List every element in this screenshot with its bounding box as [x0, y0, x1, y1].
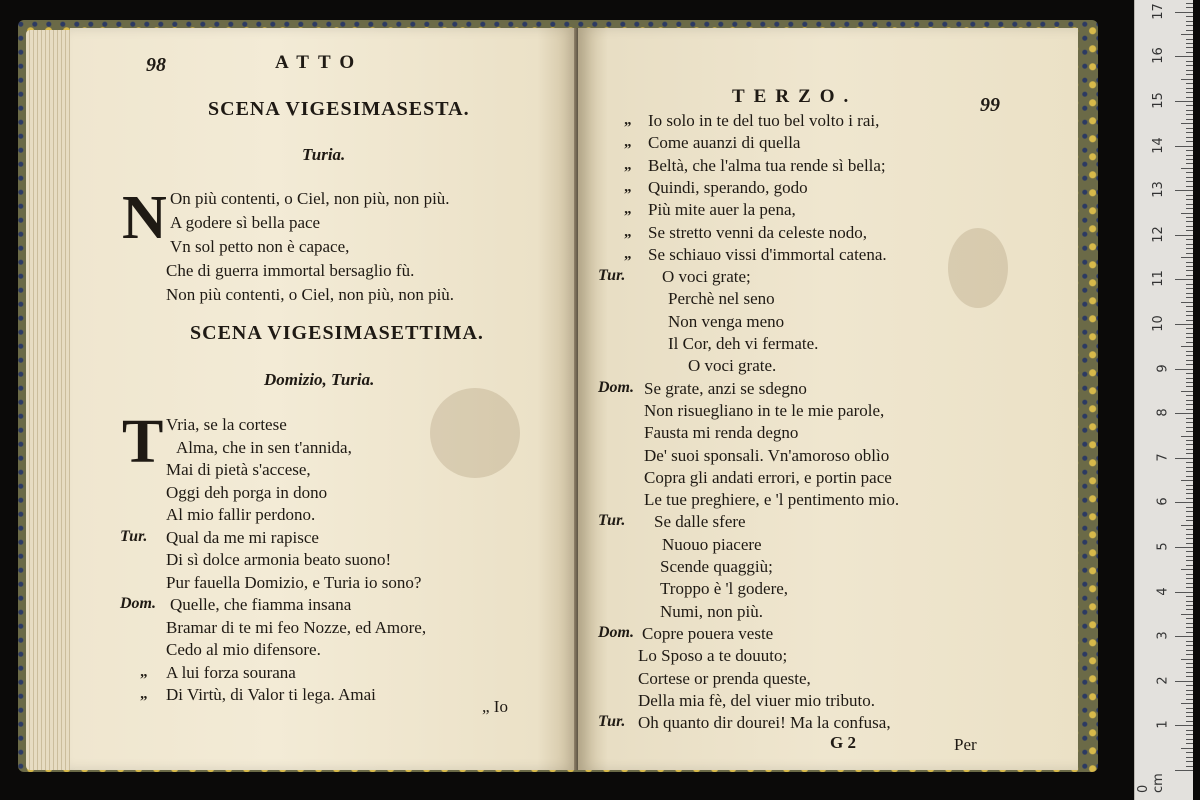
ruler-tick: [1186, 641, 1193, 642]
ruler-tick: [1175, 190, 1193, 191]
ruler-tick: [1175, 636, 1193, 637]
speaker-label: Dom.: [120, 595, 156, 612]
ruler-label: 1: [1155, 720, 1171, 730]
ruler-label: 14: [1151, 136, 1167, 154]
ruler-tick: [1186, 360, 1193, 361]
ruler-tick: [1186, 601, 1193, 602]
ruler-tick: [1186, 70, 1193, 71]
dialogue-line: Oggi deh porga in dono: [166, 482, 328, 502]
ruler-tick: [1186, 431, 1193, 432]
ruler-tick: [1186, 119, 1193, 120]
ruler-tick: [1181, 346, 1193, 347]
ruler-tick: [1186, 618, 1193, 619]
ruler-tick: [1186, 382, 1193, 383]
dialogue-line: Perchè nel seno: [668, 289, 775, 309]
ruler-tick: [1175, 279, 1193, 280]
dialogue-line: Troppo è 'l godere,: [660, 579, 789, 599]
ruler-tick: [1186, 132, 1193, 133]
ruler-tick: [1175, 547, 1193, 548]
scene-title: SCENA VIGESIMASETTIMA.: [190, 322, 484, 344]
ruler-tick: [1175, 146, 1193, 147]
ruler-tick: [1186, 65, 1193, 66]
ruler-tick: [1186, 556, 1193, 557]
ruler-tick: [1181, 659, 1193, 660]
dialogue-line: Bramar di te mi feo Nozze, ed Amore,: [166, 617, 427, 637]
ruler-tick: [1186, 253, 1193, 254]
ruler-tick: [1186, 730, 1193, 731]
catchword: „ Io: [482, 697, 508, 716]
ruler-tick: [1175, 725, 1193, 726]
ruler-tick: [1186, 739, 1193, 740]
ruler-tick: [1186, 596, 1193, 597]
ruler-tick: [1186, 699, 1193, 700]
ruler-label: 0 cm: [1136, 773, 1166, 793]
verse-line: Vn sol petto non è capace,: [170, 237, 350, 256]
dialogue-line: A lui forza sourana: [166, 662, 296, 682]
ruler-tick: [1186, 672, 1193, 673]
ruler-tick: [1186, 114, 1193, 115]
ruler-tick: [1186, 328, 1193, 329]
ruler-tick: [1186, 230, 1193, 231]
ruler-tick: [1175, 12, 1193, 13]
ruler-tick: [1186, 306, 1193, 307]
quotation-mark: „: [624, 223, 632, 240]
ruler-tick: [1186, 110, 1193, 111]
ruler-tick: [1186, 217, 1193, 218]
ruler-tick: [1186, 83, 1193, 84]
ruler-label: 3: [1155, 631, 1171, 640]
ruler-tick: [1181, 703, 1193, 704]
ruler-tick: [1181, 614, 1193, 615]
ruler-tick: [1186, 418, 1193, 419]
dialogue-line: O voci grate;: [662, 267, 751, 287]
ruler-tick: [1186, 757, 1193, 758]
verse-line: On più contenti, o Ciel, non più, non più.: [170, 189, 450, 208]
dialogue-line: Al mio fallir perdono.: [166, 505, 316, 524]
ruler-tick: [1186, 320, 1193, 321]
ruler-tick: [1186, 244, 1193, 245]
drop-cap: N: [122, 184, 167, 252]
scene-speakers: Domizio, Turia.: [264, 370, 375, 389]
dialogue-line: Cortese or prenda queste,: [638, 668, 811, 688]
ruler-tick: [1186, 440, 1193, 441]
ruler-tick: [1175, 770, 1193, 771]
ruler-tick: [1186, 716, 1193, 717]
dialogue-line: Oh quanto dir dourei! Ma la confusa,: [638, 713, 891, 733]
ruler-label: 11: [1151, 270, 1167, 288]
ruler-tick: [1186, 574, 1193, 575]
ruler-tick: [1186, 159, 1193, 160]
ruler-tick: [1186, 663, 1193, 664]
dialogue-line: Io solo in te del tuo bel volto i rai,: [648, 111, 880, 130]
quotation-mark: „: [624, 201, 632, 218]
measurement-ruler: [1134, 0, 1193, 800]
dialogue-line: Come auanzi di quella: [648, 133, 801, 153]
ruler-tick: [1181, 569, 1193, 570]
scene-title: SCENA VIGESIMASESTA.: [208, 98, 470, 120]
ruler-tick: [1181, 525, 1193, 526]
ruler-tick: [1186, 74, 1193, 75]
drop-cap: T: [122, 408, 164, 476]
dialogue-line: Più mite auer la pena,: [648, 200, 796, 220]
ruler-tick: [1186, 471, 1193, 472]
ruler-tick: [1186, 284, 1193, 285]
ruler-tick: [1181, 257, 1193, 258]
ruler-tick: [1186, 650, 1193, 651]
ruler-tick: [1186, 627, 1193, 628]
ruler-tick: [1186, 337, 1193, 338]
ruler-tick: [1175, 235, 1193, 236]
ruler-tick: [1186, 609, 1193, 610]
ruler-tick: [1186, 270, 1193, 271]
quotation-mark: „: [624, 245, 632, 262]
ruler-tick: [1186, 386, 1193, 387]
ruler-tick: [1186, 186, 1193, 187]
ruler-tick: [1175, 369, 1193, 370]
dialogue-line: Quelle, che fiamma insana: [170, 595, 352, 614]
ruler-tick: [1186, 583, 1193, 584]
ruler-tick: [1181, 748, 1193, 749]
dialogue-line: Qual da me mi rapisce: [166, 527, 319, 547]
dialogue-line: Di sì dolce armonia beato suono!: [166, 550, 392, 569]
ruler-tick: [1186, 529, 1193, 530]
ruler-label: 7: [1155, 453, 1171, 462]
ruler-tick: [1186, 462, 1193, 463]
ruler-tick: [1186, 52, 1193, 53]
speaker-label: Tur.: [120, 527, 148, 545]
ruler-tick: [1186, 654, 1193, 655]
ruler-tick: [1186, 297, 1193, 298]
ruler-tick: [1186, 449, 1193, 450]
ruler-tick: [1186, 30, 1193, 31]
ruler-tick: [1186, 507, 1193, 508]
ruler-tick: [1186, 565, 1193, 566]
ruler-tick: [1186, 311, 1193, 312]
ruler-tick: [1186, 199, 1193, 200]
dialogue-line: Della mia fè, del viuer mio tributo.: [638, 690, 875, 710]
ruler-tick: [1186, 404, 1193, 405]
dialogue-line: Se schiauo vissi d'immortal catena.: [648, 244, 887, 264]
ruler-label: 8: [1155, 408, 1171, 417]
ruler-tick: [1181, 79, 1193, 80]
ruler-label: 15: [1151, 92, 1167, 109]
ruler-tick: [1181, 168, 1193, 169]
paper-stain: [430, 388, 520, 478]
ruler-tick: [1186, 551, 1193, 552]
ruler-tick: [1186, 25, 1193, 26]
ruler-tick: [1175, 681, 1193, 682]
ruler-tick: [1186, 3, 1193, 4]
ruler-tick: [1186, 476, 1193, 477]
ruler-tick: [1186, 373, 1193, 374]
speaker-label: Tur.: [598, 713, 626, 731]
dialogue-line: Nuouo piacere: [662, 534, 762, 554]
ruler-tick: [1186, 632, 1193, 633]
ruler-tick: [1186, 605, 1193, 606]
ruler-tick: [1186, 427, 1193, 428]
ruler-tick: [1186, 422, 1193, 423]
ruler-tick: [1186, 137, 1193, 138]
ruler-label: 16: [1151, 47, 1167, 65]
dialogue-line: Quindi, sperando, godo: [648, 177, 808, 197]
ruler-tick: [1186, 150, 1193, 151]
ruler-tick: [1186, 534, 1193, 535]
ruler-tick: [1186, 667, 1193, 668]
speaker-label: Tur.: [598, 267, 626, 285]
ruler-tick: [1181, 391, 1193, 392]
dialogue-line: Pur fauella Domizio, e Turia io sono?: [166, 572, 422, 592]
ruler-tick: [1175, 458, 1193, 459]
ruler-tick: [1186, 355, 1193, 356]
ruler-tick: [1186, 400, 1193, 401]
ruler-tick: [1175, 502, 1193, 503]
dialogue-line: O voci grate.: [688, 356, 777, 376]
ruler-tick: [1186, 395, 1193, 396]
ruler-tick: [1186, 239, 1193, 240]
dialogue-line: Non venga meno: [668, 311, 785, 331]
ruler-tick: [1186, 694, 1193, 695]
ruler-tick: [1181, 436, 1193, 437]
ruler-tick: [1186, 734, 1193, 735]
left-page: [70, 28, 578, 770]
ruler-tick: [1181, 213, 1193, 214]
dialogue-line: Di Virtù, di Valor ti lega. Amai: [166, 685, 376, 704]
ruler-tick: [1186, 315, 1193, 316]
ruler-tick: [1186, 708, 1193, 709]
right-page: [578, 28, 1078, 770]
dialogue-line: Se grate, anzi se sdegno: [644, 378, 807, 398]
ruler-tick: [1186, 685, 1193, 686]
ruler-tick: [1186, 195, 1193, 196]
ruler-label: 17: [1151, 3, 1167, 20]
dialogue-line: Non risuegliano in te le mie parole,: [644, 400, 885, 420]
quotation-mark: „: [624, 156, 632, 173]
ruler-tick: [1186, 516, 1193, 517]
ruler-tick: [1175, 592, 1193, 593]
quotation-mark: „: [140, 686, 148, 702]
ruler-tick: [1186, 141, 1193, 142]
ruler-tick: [1186, 88, 1193, 89]
ruler-tick: [1186, 97, 1193, 98]
dialogue-line: Fausta mi renda degno: [644, 423, 799, 443]
ruler-label: 2: [1155, 676, 1171, 685]
ruler-tick: [1181, 123, 1193, 124]
ruler-tick: [1186, 712, 1193, 713]
ruler-tick: [1186, 226, 1193, 227]
ruler-tick: [1186, 721, 1193, 722]
dialogue-line: Cedo al mio difensore.: [166, 640, 321, 659]
ruler-tick: [1186, 761, 1193, 762]
ruler-tick: [1186, 364, 1193, 365]
ruler-label: 4: [1155, 586, 1171, 596]
ruler-tick: [1186, 177, 1193, 178]
dialogue-line: Le tue preghiere, e 'l pentimento mio.: [644, 490, 900, 510]
ruler-tick: [1186, 293, 1193, 294]
ruler-label: 5: [1155, 542, 1171, 551]
ruler-tick: [1186, 743, 1193, 744]
quotation-mark: „: [624, 178, 632, 195]
ruler-tick: [1181, 302, 1193, 303]
ruler-tick: [1186, 43, 1193, 44]
scene-speaker: Turia.: [302, 145, 346, 164]
page-number: 99: [980, 94, 1000, 116]
dialogue-line: Vria, se la cortese: [166, 415, 287, 434]
dialogue-line: Lo Sposo a te douuto;: [638, 646, 788, 666]
ruler-tick: [1186, 520, 1193, 521]
ruler-tick: [1186, 155, 1193, 156]
ruler-tick: [1186, 543, 1193, 544]
ruler-tick: [1186, 105, 1193, 106]
speaker-label: Dom.: [598, 378, 634, 396]
dialogue-line: Copra gli andati errori, e portin pace: [644, 467, 892, 487]
ruler-tick: [1186, 47, 1193, 48]
ruler-tick: [1186, 172, 1193, 173]
page-number: 98: [146, 54, 166, 76]
ruler-tick: [1186, 248, 1193, 249]
quotation-mark: „: [624, 112, 632, 128]
ruler-tick: [1186, 333, 1193, 334]
ruler-tick: [1175, 101, 1193, 102]
dialogue-line: Se dalle sfere: [654, 512, 746, 532]
ruler-tick: [1186, 163, 1193, 164]
quotation-mark: „: [140, 663, 148, 680]
ruler-tick: [1175, 56, 1193, 57]
ruler-tick: [1186, 409, 1193, 410]
dialogue-line: Numi, non più.: [660, 601, 763, 621]
ruler-label: 10: [1151, 315, 1167, 332]
ruler-tick: [1186, 752, 1193, 753]
ruler-tick: [1186, 208, 1193, 209]
ruler-tick: [1186, 181, 1193, 182]
dialogue-line: Beltà, che l'alma tua rende sì bella;: [648, 155, 886, 175]
ruler-tick: [1186, 493, 1193, 494]
ruler-tick: [1186, 511, 1193, 512]
verse-line: Che di guerra immortal bersaglio fù.: [166, 261, 415, 280]
ruler-tick: [1186, 39, 1193, 40]
ruler-tick: [1186, 351, 1193, 352]
running-head: ATTO: [275, 52, 364, 73]
ruler-tick: [1175, 413, 1193, 414]
ruler-tick: [1186, 92, 1193, 93]
ruler-tick: [1186, 578, 1193, 579]
ruler-tick: [1186, 623, 1193, 624]
catchword: Per: [954, 735, 977, 754]
quotation-mark: „: [624, 134, 632, 151]
signature-mark: G 2: [830, 733, 856, 752]
ruler-tick: [1181, 480, 1193, 481]
ruler-tick: [1181, 34, 1193, 35]
ruler-tick: [1186, 587, 1193, 588]
ruler-tick: [1186, 444, 1193, 445]
ruler-tick: [1186, 453, 1193, 454]
running-head: TERZO.: [732, 86, 858, 107]
ruler-tick: [1186, 766, 1193, 767]
verse-line: Non più contenti, o Ciel, non più, non più.: [166, 285, 455, 304]
ruler-label: 13: [1151, 181, 1167, 198]
speaker-label: Tur.: [598, 512, 626, 530]
verse-line: A godere sì bella pace: [170, 213, 321, 232]
ruler-tick: [1186, 204, 1193, 205]
ruler-tick: [1175, 324, 1193, 325]
ruler-label: 12: [1151, 226, 1167, 243]
ruler-tick: [1186, 645, 1193, 646]
paper-stain: [948, 228, 1008, 308]
ruler-tick: [1186, 342, 1193, 343]
speaker-label: Dom.: [598, 623, 634, 641]
ruler-tick: [1186, 275, 1193, 276]
ruler-tick: [1186, 221, 1193, 222]
ruler-label: 6: [1155, 497, 1171, 507]
ruler-tick: [1186, 378, 1193, 379]
dialogue-line: Alma, che in sen t'annida,: [176, 437, 352, 457]
dialogue-line: Scende quaggiù;: [660, 557, 773, 576]
ruler-tick: [1186, 288, 1193, 289]
ruler-tick: [1186, 485, 1193, 486]
dialogue-line: De' suoi sponsali. Vn'amoroso oblìo: [644, 445, 890, 465]
ruler-tick: [1186, 538, 1193, 539]
ruler-tick: [1186, 467, 1193, 468]
dialogue-line: Se stretto venni da celeste nodo,: [648, 222, 868, 242]
ruler-label: 9: [1155, 363, 1171, 373]
ruler-tick: [1186, 690, 1193, 691]
ruler-tick: [1186, 266, 1193, 267]
ruler-tick: [1186, 21, 1193, 22]
ruler-tick: [1186, 498, 1193, 499]
ruler-tick: [1186, 489, 1193, 490]
ruler-tick: [1186, 560, 1193, 561]
ruler-tick: [1186, 61, 1193, 62]
ruler-tick: [1186, 128, 1193, 129]
ruler-tick: [1186, 16, 1193, 17]
ruler-tick: [1186, 7, 1193, 8]
dialogue-line: Mai di pietà s'accese,: [166, 460, 311, 479]
ruler-tick: [1186, 676, 1193, 677]
dialogue-line: Copre pouera veste: [642, 623, 774, 643]
ruler-tick: [1186, 262, 1193, 263]
dialogue-line: Il Cor, deh vi fermate.: [668, 334, 819, 353]
